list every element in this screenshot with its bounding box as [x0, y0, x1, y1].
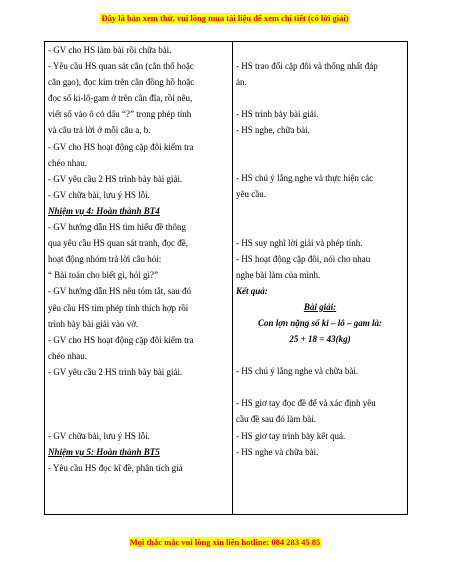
teacher-activities-cell: [45, 42, 233, 515]
spacer: [236, 347, 404, 363]
text-line: - HS nghe, chữa bài.: [236, 125, 310, 136]
text-line: - HS nghe và chữa bài.: [236, 446, 319, 457]
text-line: - GV chữa bài, lưu ý HS lỗi.: [48, 430, 150, 441]
text-line: - HS chú ý lắng nghe và thực hiện các: [236, 173, 374, 184]
spacer: [236, 203, 404, 235]
text-line: và câu trả lời ở mỗi câu a, b.: [48, 125, 151, 136]
text-line: - GV chữa bài, lưu ý HS lỗi.: [48, 189, 150, 200]
text-line: - GV hướng dẫn HS tìm hiểu đề thông: [48, 222, 186, 233]
text-line: - HS giơ tay đọc đề để và xác định yêu: [236, 398, 376, 409]
text-line: - HS trao đổi cặp đôi và thống nhất đáp: [236, 61, 378, 71]
text-line: - HS trình bày bài giải.: [236, 109, 319, 120]
text-line: - Yêu cầu HS đọc kĩ đề, phân tích giả: [48, 463, 183, 474]
solution-calculation: 25 + 18 = 43(kg): [289, 334, 351, 345]
preview-notice-text: Đây là bản xem thử, vui lòng mua tài liệu để xem chi tiết (có lời giải): [101, 13, 349, 23]
text-line: trình bày bài giải vào vở.: [48, 318, 139, 329]
text-line: qua yêu cầu HS quan sát tranh, đọc đề,: [48, 238, 188, 249]
text-line: chéo nhau.: [48, 350, 87, 361]
task-4-heading: Nhiệm vụ 4: Hoàn thành BT4: [48, 205, 160, 216]
spacer: [48, 380, 229, 428]
text-line: - GV yêu cầu 2 HS trình bày bài giải.: [48, 173, 183, 184]
text-line: - GV cho HS hoạt động cặp đôi kiểm tra: [48, 141, 194, 152]
spacer: [236, 138, 404, 170]
spacer: [236, 42, 404, 58]
preview-notice-banner: [0, 13, 450, 23]
text-line: án.: [236, 77, 247, 88]
text-line: cân gạo), đọc kim trên cân đồng hồ hoặc: [48, 77, 195, 88]
text-line: - HS suy nghĩ lời giải và phép tính.: [236, 237, 363, 248]
text-line: - GV cho HS làm bài rồi chữa bài.: [48, 45, 172, 55]
solution-title: Bài giải:: [303, 301, 337, 312]
task-5-heading: Nhiệm vụ 5: Hoàn thành BT5: [48, 447, 160, 458]
text-line: - GV cho HS hoạt động cặp đôi kiểm tra: [48, 334, 194, 345]
text-line: - GV hướng dẫn HS nêu tóm tắt, sau đó: [48, 286, 191, 297]
text-line: cầu đề sau đó làm bài.: [236, 414, 316, 425]
text-line: yêu cầu.: [236, 189, 266, 200]
text-line: yêu cầu HS tìm phép tính thích hợp rồi: [48, 302, 189, 313]
text-line: - HS hoạt động cặp đôi, nói cho nhau: [236, 253, 371, 264]
text-line: - Yêu cầu HS quan sát cân (cân thổ hoặc: [48, 61, 194, 72]
text-line: chéo nhau.: [48, 157, 87, 168]
table-row: [45, 42, 408, 515]
student-activities-cell: [233, 42, 408, 515]
hotline-banner: [0, 537, 450, 547]
text-line: viết số vào ô có dấu “?” trong phép tính: [48, 109, 192, 120]
solution-statement: Con lợn nặng số ki – lô – gam là:: [257, 318, 383, 329]
text-line: - HS giơ tay trình bày kết quả.: [236, 430, 346, 441]
text-line: - HS chú ý lắng nghe và chữa bài.: [236, 366, 359, 377]
spacer: [236, 90, 404, 106]
spacer: [236, 379, 404, 395]
text-line: nghe bài làm của mình.: [236, 269, 321, 280]
lesson-plan-table: [44, 41, 408, 515]
text-line: “ Bài toán cho biết gì, hỏi gì?”: [48, 270, 158, 281]
hotline-text: Mọi thắc mắc vui lòng xin liên hotline: 084 283 45 85: [129, 537, 321, 547]
text-line: hoạt động nhóm trả lời câu hỏi:: [48, 254, 162, 265]
result-label: Kết quả:: [236, 285, 268, 296]
text-line: đọc số ki-lô-gam ở trên cân đĩa, rồi nêu,: [48, 93, 193, 104]
text-line: - GV yêu cầu 2 HS trình bày bài giải.: [48, 366, 183, 377]
